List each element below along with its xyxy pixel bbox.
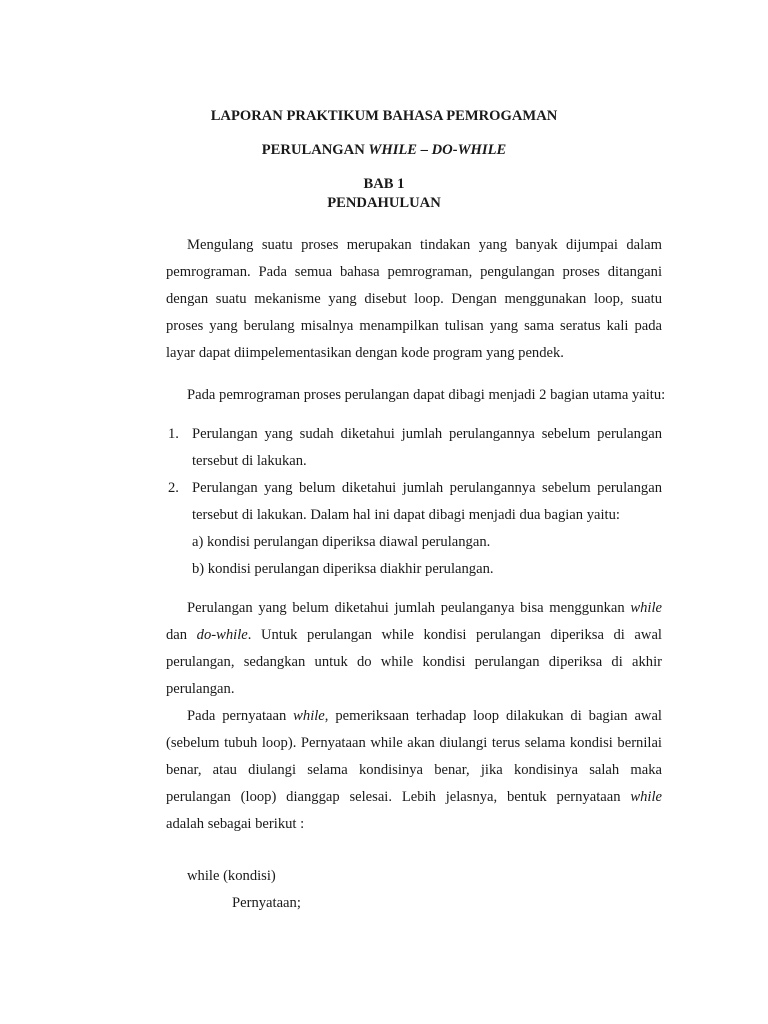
paragraph-line: layar dapat diimpelementasikan dengan kode program yang pendek. — [166, 345, 564, 361]
italic-term: while — [630, 789, 662, 805]
paragraph-line: pemrograman. Pada semua bahasa pemrograman, pengulangan proses ditangani — [166, 264, 662, 280]
text-run: perulangan (loop) dianggap selesai. Lebih jelasnya, bentuk pernyataan — [166, 789, 631, 805]
paragraph-line: dengan suatu mekanisme yang disebut loop. Dengan menggunakan loop, suatu — [166, 291, 662, 307]
text-run: Perulangan yang belum diketahui jumlah peulanganya bisa menggunkan — [187, 600, 631, 616]
chapter-number: BAB 1 — [363, 176, 405, 192]
sub-item-a: a) kondisi perulangan diperiksa diawal perulangan. — [192, 534, 491, 550]
text-run: Pada pernyataan — [187, 708, 294, 724]
numbered-list — [166, 424, 662, 584]
paragraph-line: Mengulang suatu proses merupakan tindakan yang banyak dijumpai dalam — [187, 237, 662, 253]
list-number: 1. — [168, 426, 179, 442]
text-run: dan — [166, 627, 197, 643]
list-item-line: Perulangan yang belum diketahui jumlah perulangannya sebelum perulangan — [192, 480, 662, 496]
code-line-2: Pernyataan; — [232, 895, 301, 911]
text-run: . Untuk perulangan while kondisi perulangan diperiksa di awal — [247, 627, 662, 643]
sub-item-b: b) kondisi perulangan diperiksa diakhir perulangan. — [192, 561, 494, 577]
paragraph-line: perulangan, sedangkan untuk do while kondisi perulangan diperiksa di akhir — [166, 654, 662, 670]
italic-term: while — [293, 708, 325, 724]
report-title: LAPORAN PRAKTIKUM BAHASA PEMROGAMAN — [210, 108, 558, 124]
paragraph-line: Pada pemrograman proses perulangan dapat dibagi menjadi 2 bagian utama yaitu: — [187, 387, 666, 403]
list-number: 2. — [168, 480, 179, 496]
paragraph-line: proses yang berulang misalnya menampilkan tulisan yang sama seratus kali pada — [166, 318, 662, 334]
paragraph-line: benar, atau diulangi selama kondisinya benar, jika kondisinya salah maka — [166, 762, 662, 778]
paragraph-line — [166, 625, 662, 645]
paragraph-line: adalah sebagai berikut : — [166, 816, 305, 832]
text-run: , pemeriksaan terhadap loop dilakukan di bagian awal — [324, 708, 662, 724]
paragraph-line — [166, 706, 662, 726]
code-line-1: while (kondisi) — [187, 868, 276, 884]
paragraph-line — [166, 787, 662, 807]
subtitle-prefix: PERULANGAN — [261, 142, 369, 158]
list-item-line: tersebut di lakukan. — [192, 453, 307, 469]
paragraph-line: perulangan. — [166, 681, 235, 697]
list-item-line: Perulangan yang sudah diketahui jumlah perulangannya sebelum perulangan — [192, 426, 662, 442]
report-subtitle — [0, 142, 768, 159]
list-item-line: tersebut di lakukan. Dalam hal ini dapat dibagi menjadi dua bagian yaitu: — [192, 507, 620, 523]
subtitle-italic: WHILE – DO-WHILE — [368, 142, 507, 158]
paragraph-line — [166, 598, 662, 618]
paragraph-line: (sebelum tubuh loop). Pernyataan while akan diulangi terus selama kondisi bernilai — [166, 735, 662, 751]
italic-term: do-while — [196, 627, 248, 643]
italic-term: while — [630, 600, 662, 616]
chapter-title: PENDAHULUAN — [327, 195, 441, 211]
